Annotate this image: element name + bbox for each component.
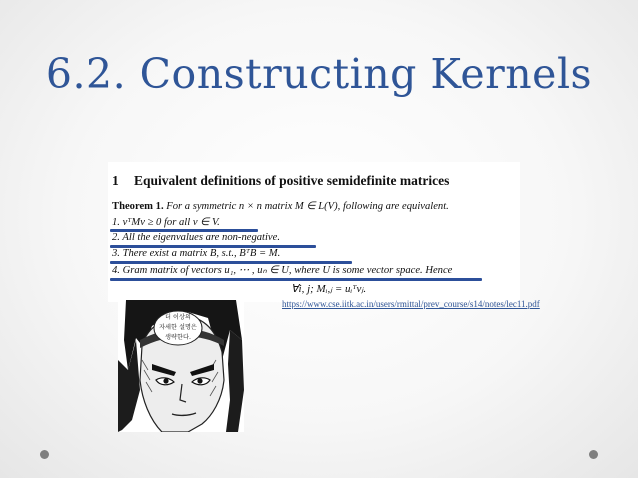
- underline-4: [110, 278, 482, 281]
- manga-image: [118, 300, 244, 432]
- section-title: Equivalent definitions of positive semidefinite matrices: [134, 173, 450, 188]
- theorem-label: Theorem 1.: [112, 201, 164, 212]
- theorem-item-1-text: 1. vᵀMv ≥ 0 for all v ∈ V.: [112, 217, 220, 228]
- gram-formula: ∀i, j; Mᵢ,ⱼ = uᵢᵀvⱼ.: [291, 283, 367, 295]
- bullet-dot-left: [40, 450, 49, 459]
- speech-line-2: 자세한 설명은: [159, 324, 197, 331]
- underline-1: [110, 229, 258, 232]
- bullet-dot-right: [589, 450, 598, 459]
- underline-3: [110, 261, 352, 264]
- section-heading: [112, 173, 449, 189]
- theorem-item-2-text: 2. All the eigenvalues are non-negative.: [112, 232, 280, 243]
- theorem-item-1: [112, 216, 220, 228]
- slide-title: 6.2. Constructing Kernels: [45, 50, 593, 98]
- theorem-item-2: [112, 232, 280, 243]
- theorem-item-4-text: 4. Gram matrix of vectors u₁, ⋯ , uₙ ∈ U, where U is some vector space. Hence: [112, 265, 453, 276]
- section-number: 1: [112, 173, 119, 188]
- theorem-item-4: [112, 264, 452, 276]
- theorem-item-3-text: 3. There exist a matrix B, s.t., BᵀB = M.: [112, 248, 281, 259]
- source-link[interactable]: https://www.cse.iitk.ac.in/users/rmittal/prev_course/s14/notes/lec11.pdf: [282, 299, 540, 309]
- manga-face-illustration: [118, 300, 244, 432]
- theorem-text: For a symmetric n × n matrix M ∈ L(V), following are equivalent.: [166, 201, 449, 212]
- paper-excerpt: [108, 162, 520, 302]
- speech-line-3: 생략한다.: [165, 334, 191, 341]
- underline-2: [110, 245, 316, 248]
- theorem-item-3: [112, 248, 280, 259]
- theorem-line: [112, 200, 449, 212]
- speech-line-1: 더 이상의: [165, 314, 191, 321]
